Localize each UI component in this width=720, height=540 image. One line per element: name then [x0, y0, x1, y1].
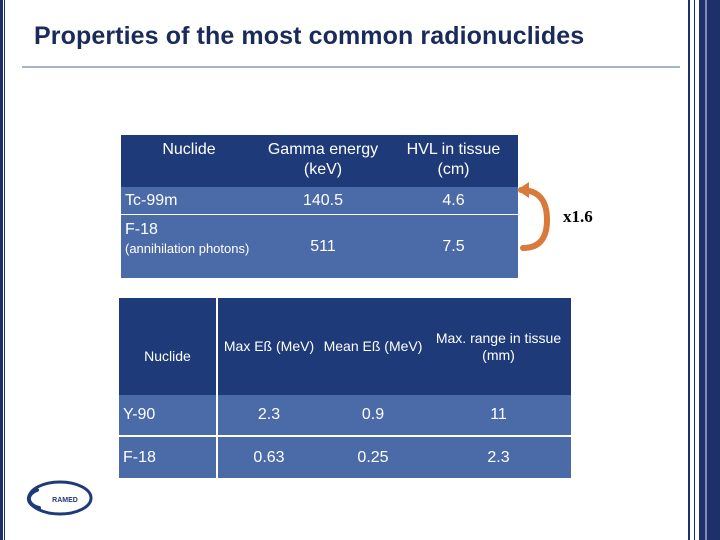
right-border-line — [688, 0, 690, 540]
nuclide-cell: F-18 — [119, 436, 217, 478]
max-range-cell: 11 — [426, 395, 571, 436]
table-row — [121, 215, 518, 279]
table-row — [121, 187, 518, 215]
header-mean-energy: Mean Eß (MeV) — [320, 298, 426, 395]
header-nuclide: Nuclide — [121, 135, 257, 187]
table-row — [119, 436, 571, 478]
logo-text: RAMED — [52, 497, 78, 504]
header-max-energy: Max Eß (MeV) — [217, 298, 320, 395]
right-border-band — [699, 0, 720, 540]
left-border-thin — [4, 0, 5, 540]
nuclide-cell: Tc-99m — [121, 187, 257, 215]
gamma-cell: 140.5 — [257, 187, 389, 215]
gamma-cell: 511 — [257, 215, 389, 279]
right-border-line-thin — [694, 0, 695, 540]
title-underline — [22, 66, 680, 68]
nuclide-cell: Y-90 — [119, 395, 217, 436]
nuclide-cell — [121, 215, 257, 279]
slide-title: Properties of the most common radionuclides — [34, 22, 585, 50]
hvl-cell: 4.6 — [389, 187, 518, 215]
max-energy-cell: 2.3 — [217, 395, 320, 436]
mean-energy-cell: 0.9 — [320, 395, 426, 436]
max-energy-cell: 0.63 — [217, 436, 320, 478]
max-range-cell: 2.3 — [426, 436, 571, 478]
header-hvl: HVL in tissue (cm) — [389, 135, 518, 187]
ramed-logo — [25, 478, 95, 518]
header-gamma-energy: Gamma energy (keV) — [257, 135, 389, 187]
ratio-factor-label: x1.6 — [563, 207, 593, 226]
mean-energy-cell: 0.25 — [320, 436, 426, 478]
table-row — [119, 395, 571, 436]
ratio-arrow-icon — [515, 180, 565, 260]
left-border — [0, 0, 3, 540]
nuclide-note: (annihilation photons) — [125, 241, 250, 256]
header-max-range: Max. range in tissue (mm) — [426, 298, 571, 395]
hvl-cell: 7.5 — [389, 215, 518, 279]
nuclide-name: F-18 — [125, 221, 158, 238]
right-border-gap — [705, 0, 707, 540]
gamma-properties-table — [121, 135, 518, 278]
beta-properties-table — [119, 298, 571, 478]
header-nuclide: Nuclide — [119, 298, 217, 395]
